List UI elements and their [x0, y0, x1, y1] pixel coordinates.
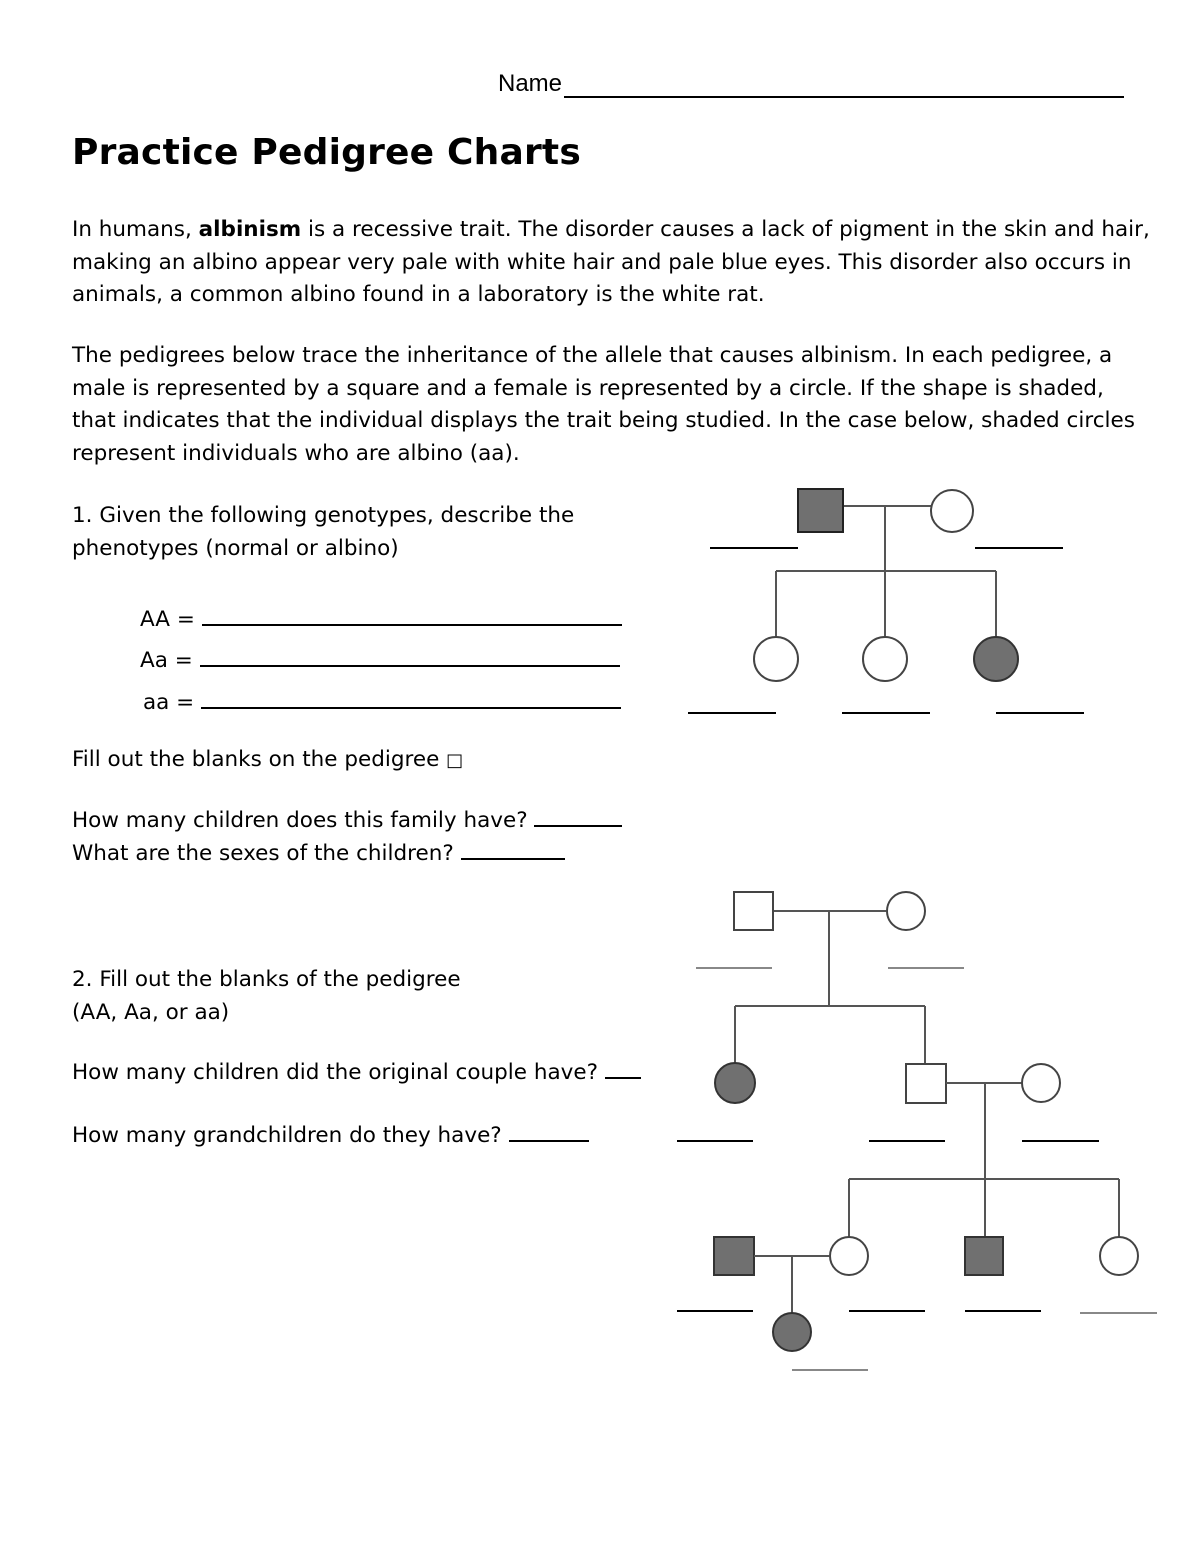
q2-grandchildren-question: How many grandchildren do they have?: [72, 1120, 672, 1153]
genotype-label: aa =: [143, 690, 195, 715]
male-unaffected: [734, 892, 773, 930]
female-unaffected: [1022, 1064, 1060, 1102]
albinism-term: albinism: [198, 217, 302, 242]
q2-prompt: 2. Fill out the blanks of the pedigree (AA, Aa, or aa): [72, 967, 461, 1025]
q1-prompt: 1. Given the following genotypes, describe the phenotypes (normal or albino): [72, 503, 575, 561]
female-affected: [715, 1063, 755, 1103]
genotype-label: Aa =: [140, 648, 193, 673]
missing-glyph-icon: □: [446, 750, 464, 771]
female-unaffected: [1100, 1237, 1138, 1275]
pedigree-1: [688, 489, 1084, 713]
genotype-label: AA =: [140, 607, 195, 632]
female-unaffected: [830, 1237, 868, 1275]
page-title: Practice Pedigree Charts: [72, 132, 581, 173]
female-unaffected: [887, 892, 925, 930]
female-affected: [974, 637, 1018, 681]
name-label: Name: [498, 70, 563, 97]
female-unaffected: [754, 637, 798, 681]
male-affected: [714, 1237, 754, 1275]
explanation-paragraph: The pedigrees below trace the inheritance of the allele that causes albinism. In each pedigree, a male is represented by a square and a female is represented by a circle. If the shape is shaded, that indicates that the individual displays the trait being studied. In the case below, shaded circles represent individuals who are albino (aa).: [72, 343, 1135, 466]
pedigree-2: [677, 892, 1157, 1370]
female-unaffected: [931, 490, 973, 532]
male-affected: [965, 1237, 1003, 1275]
male-unaffected: [906, 1064, 946, 1103]
intro-paragraph: In humans, albinism is a recessive trait. The disorder causes a lack of pigment in the skin and hair, making an albino appear very pale with white hair and pale blue eyes. This disorder also occurs in animals, a common albino found in a laboratory is the white rat.: [72, 217, 1150, 307]
female-unaffected: [863, 637, 907, 681]
fill-instruction: Fill out the blanks on the pedigree □: [72, 747, 464, 772]
female-affected: [773, 1313, 811, 1351]
q1-children-question: How many children does this family have?: [72, 805, 692, 838]
male-affected: [798, 489, 843, 532]
q1-sexes-question: What are the sexes of the children?: [72, 838, 692, 871]
q2-children-question: How many children did the original couple have?: [72, 1057, 672, 1090]
